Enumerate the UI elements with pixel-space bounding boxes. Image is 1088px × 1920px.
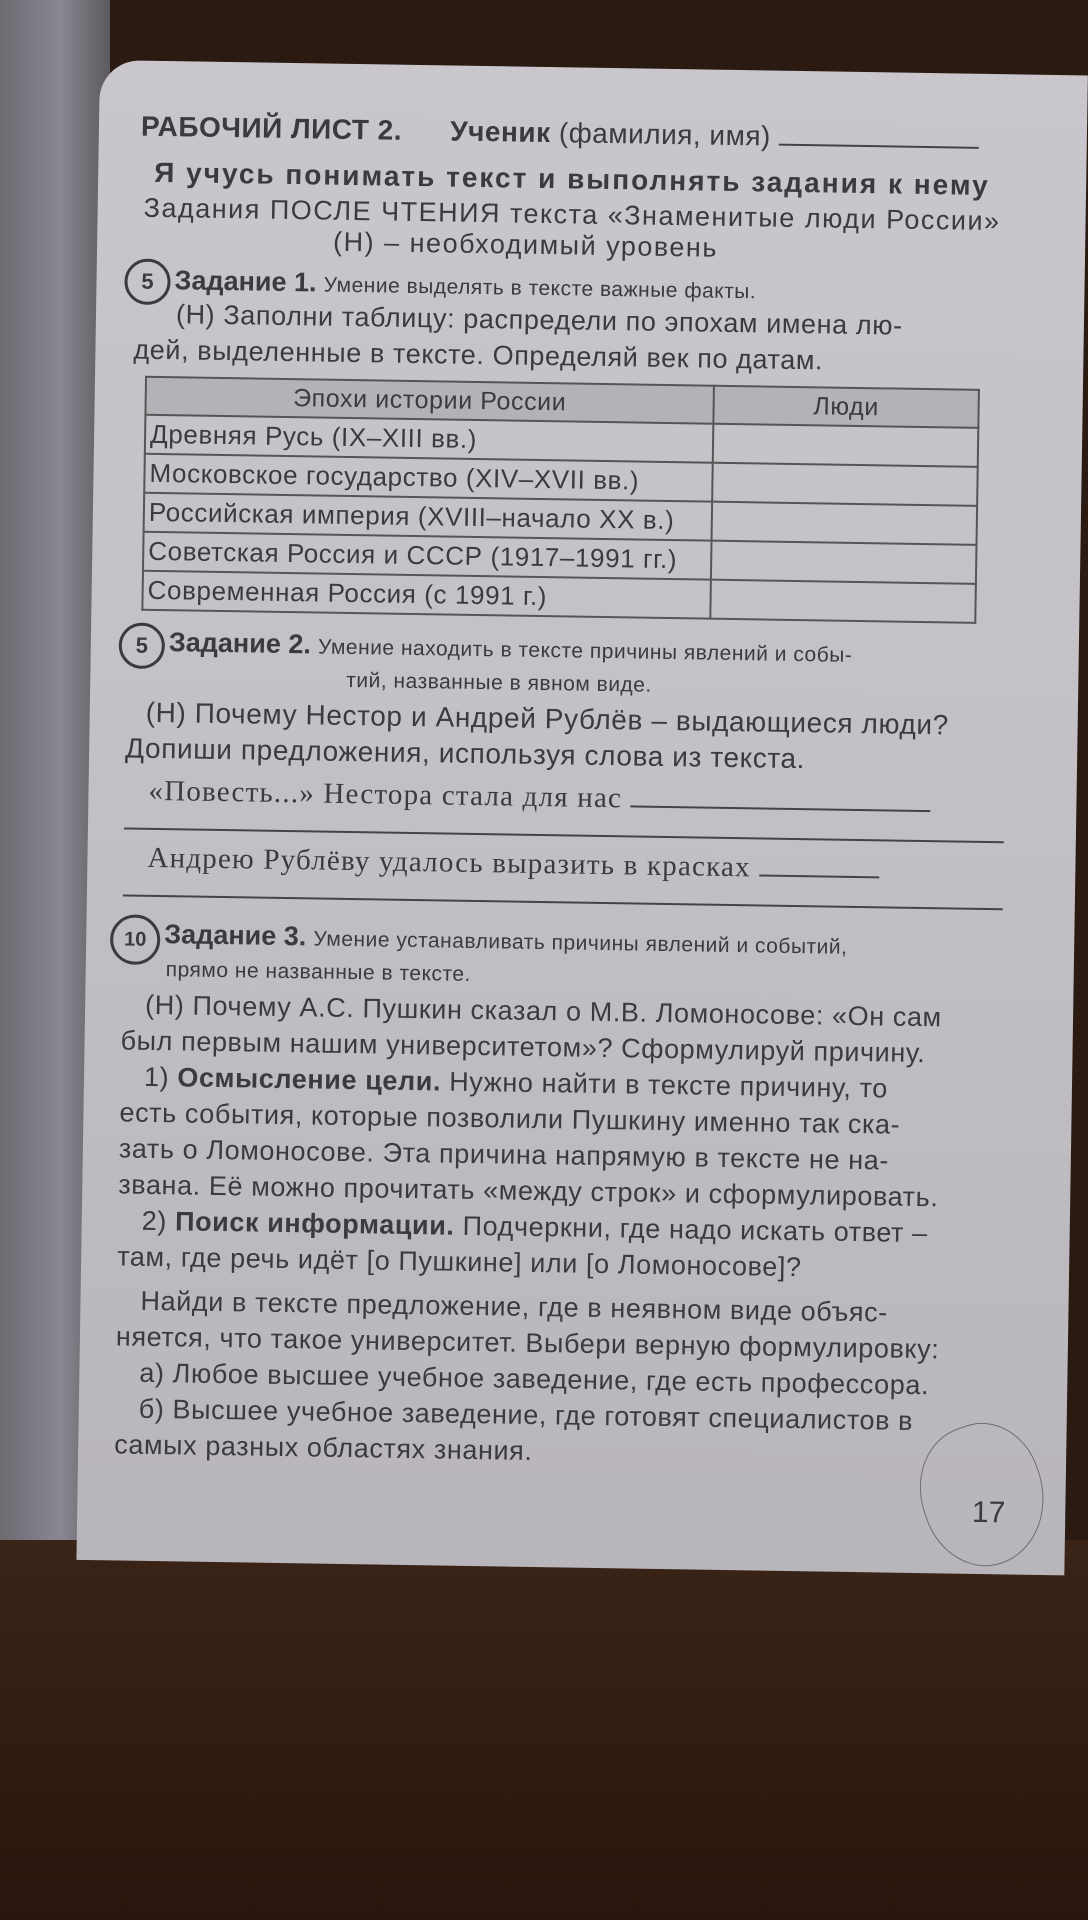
task2-answer1-line[interactable]: [630, 805, 930, 812]
people-cell[interactable]: [710, 580, 976, 623]
people-column-header: Люди: [713, 386, 979, 428]
task2-heading: [135, 627, 1027, 671]
task3-step2-number: 2): [141, 1205, 168, 1237]
task3-option-b-line1[interactable]: б) Высшее учебное заведение, где готовят специалистов в: [138, 1393, 914, 1436]
people-cell[interactable]: [713, 424, 979, 467]
task3-skill-line2: прямо не названные в тексте.: [165, 958, 472, 986]
task3-step1-line4: звана. Её можно прочитать «между строк» и сформулировать.: [118, 1169, 939, 1213]
people-cell[interactable]: [712, 502, 978, 545]
task1-instruction-line2: дей, выделенные в тексте. Определяй век по датам.: [133, 334, 824, 376]
worksheet-header: [141, 111, 1035, 157]
task2-title: Задание 2.: [168, 627, 312, 660]
task3-skill-line1: Умение устанавливать причины явлений и событий,: [313, 927, 848, 959]
task3-step1-number: 1): [143, 1061, 170, 1093]
task3-question-line2: был первым нашим университетом»? Сформулируй причину.: [120, 1025, 926, 1069]
task3-option-b-line2: самых разных областях знания.: [114, 1429, 533, 1466]
page-number: 17: [971, 1495, 1006, 1530]
task2-answer2-line[interactable]: [759, 874, 879, 878]
task3-step2-text: Подчеркни, где надо искать ответ –: [462, 1210, 929, 1249]
task3-find-line2: няется, что такое университет. Выбери верную формулировку:: [115, 1321, 940, 1365]
epoch-cell: Современная Россия (с 1991 г.): [142, 571, 711, 619]
student-hint: (фамилия, имя): [558, 117, 772, 152]
task2-instruction: Допиши предложения, используя слова из текста.: [124, 732, 806, 775]
epochs-column-header: Эпохи истории России: [145, 377, 714, 424]
task3-step1-line3: зать о Ломоносове. Эта причина напрямую в тексте не на-: [118, 1133, 890, 1176]
people-cell[interactable]: [711, 541, 977, 584]
workbook-page: [76, 60, 1087, 1575]
people-cell[interactable]: [712, 463, 978, 506]
task2-question: (Н) Почему Нестор и Андрей Рублёв – выдающиеся люди?: [145, 696, 950, 741]
worksheet-subtitle: Я учусь понимать текст и выполнять задания к нему: [153, 156, 991, 201]
epoch-cell: Советская Россия и СССР (1917–1991 гг.): [143, 532, 712, 580]
epochs-table: [141, 376, 980, 624]
task1-skill: Умение выделять в тексте важные факты.: [323, 273, 757, 304]
task2-skill-line1: Умение находить в тексте причины явлений и собы-: [317, 635, 853, 667]
task3-step2-title: Поиск информации.: [174, 1206, 455, 1241]
tasks-heading: Задания ПОСЛЕ ЧТЕНИЯ текста «Знаменитые люди России»: [143, 192, 1001, 237]
task3-step2-line2: там, где речь идёт [о Пушкине] или [о Ломоносове]?: [116, 1241, 802, 1283]
student-label: Ученик: [450, 115, 551, 149]
task3-points-badge: 10: [110, 914, 161, 965]
task2-sentence1: «Повесть...» Нестора стала для нас: [148, 774, 623, 815]
task2-points-badge: 5: [118, 622, 165, 669]
task1-instruction-line1: (Н) Заполни таблицу: распредели по эпохам имена лю-: [175, 299, 903, 341]
task3-question-line1: (Н) Почему А.С. Пушкин сказал о М.В. Ломоносове: «Он сам: [144, 989, 942, 1033]
background-table: [0, 1540, 1088, 1920]
task3-find-line1: Найди в тексте предложение, где в неявном виде объяс-: [140, 1285, 889, 1328]
task3-title: Задание 3.: [164, 919, 307, 952]
task1-points-badge: 5: [124, 258, 171, 305]
student-name-line[interactable]: [779, 144, 979, 149]
task3-step1-text: Нужно найти в тексте причину, то: [448, 1066, 889, 1104]
task1-title: Задание 1.: [174, 265, 317, 298]
page-content: [114, 111, 1035, 1477]
epoch-cell: Московское государство (XIV–XVII вв.): [144, 454, 713, 502]
task3-step1-line2: есть события, которые позволили Пушкину именно так ска-: [119, 1097, 901, 1140]
worksheet-label: РАБОЧИЙ ЛИСТ 2.: [140, 110, 403, 146]
epoch-cell: Российская империя (XVIII–начало XX в.): [144, 493, 713, 541]
task3-option-a[interactable]: а) Любое высшее учебное заведение, где есть профессора.: [139, 1357, 930, 1401]
task3-step1-title: Осмысление цели.: [177, 1062, 442, 1097]
epoch-cell: Древняя Русь (IX–XIII вв.): [145, 415, 714, 463]
task2-skill-line2: тий, названные в явном виде.: [346, 668, 652, 697]
task2-sentence2: Андрею Рублёву удалось выразить в красках: [147, 841, 751, 884]
level-heading: (Н) – необходимый уровень: [332, 226, 719, 263]
